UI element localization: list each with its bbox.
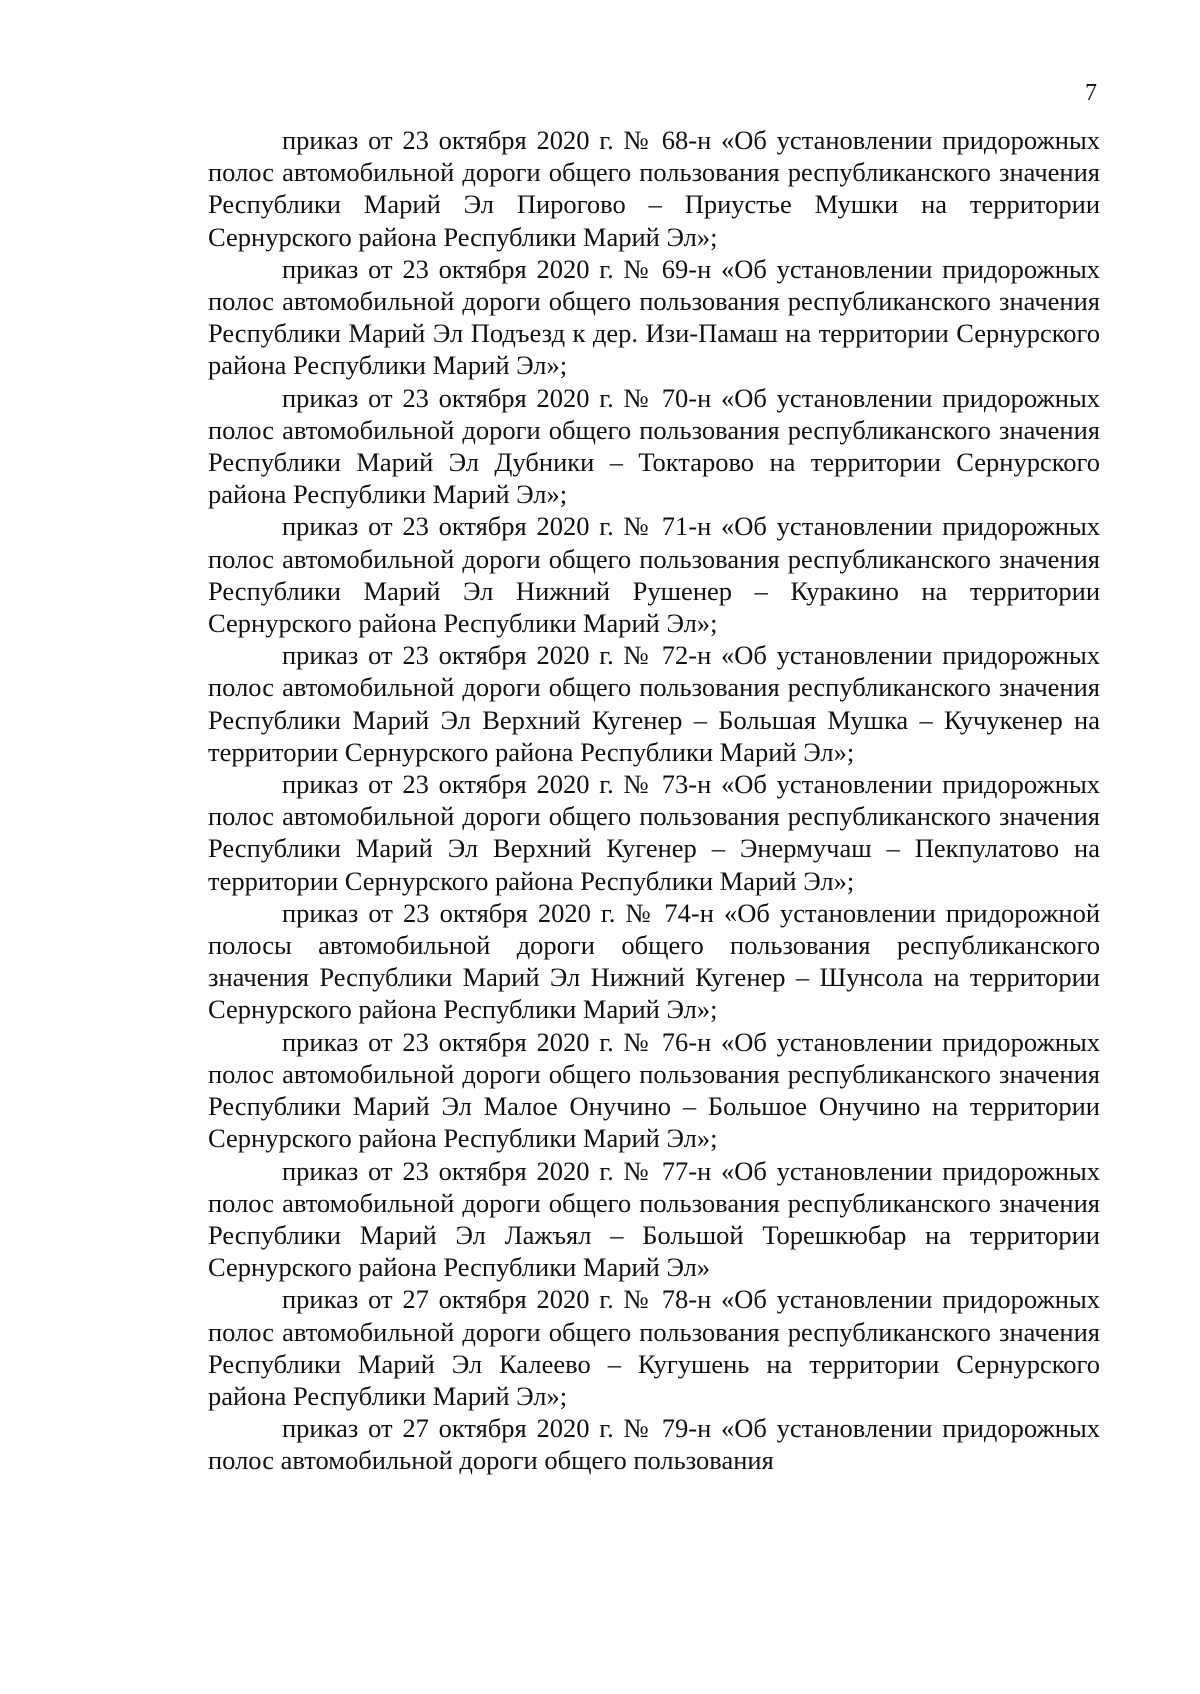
order-paragraph-70: приказ от 23 октября 2020 г. № 70-н «Об установлении придорожных полос автомобильной дороги общего пользования республиканского значения Республики Марий Эл Дубники – Токтарово на территории Сернурского района Республики Марий Эл»; bbox=[208, 382, 1100, 510]
document-body bbox=[208, 124, 1100, 1477]
order-paragraph-76: приказ от 23 октября 2020 г. № 76-н «Об установлении придорожных полос автомобильной дороги общего пользования республиканского значения Республики Марий Эл Малое Онучино – Большое Онучино на территории Сернурского района Республики Марий Эл»; bbox=[208, 1026, 1100, 1154]
order-paragraph-71: приказ от 23 октября 2020 г. № 71-н «Об установлении придорожных полос автомобильной дороги общего пользования республиканского значения Республики Марий Эл Нижний Рушенер – Куракино на территории Сернурского района Республики Марий Эл»; bbox=[208, 511, 1100, 639]
order-paragraph-77: приказ от 23 октября 2020 г. № 77-н «Об установлении придорожных полос автомобильной дороги общего пользования республиканского значения Республики Марий Эл Лажъял – Большой Торешкюбар на территории Сернурского района Республики Марий Эл» bbox=[208, 1155, 1100, 1283]
order-paragraph-73: приказ от 23 октября 2020 г. № 73-н «Об установлении придорожных полос автомобильной дороги общего пользования республиканского значения Республики Марий Эл Верхний Кугенер – Энермучаш – Пекпулатово на территории Сернурского района Республики Марий Эл»; bbox=[208, 769, 1100, 896]
order-paragraph-74: приказ от 23 октября 2020 г. № 74-н «Об установлении придорожной полосы автомобильной дороги общего пользования республиканского значения Республики Марий Эл Нижний Кугенер – Шунсола на территории Сернурского района Республики Марий Эл»; bbox=[208, 897, 1100, 1025]
order-paragraph-69: приказ от 23 октября 2020 г. № 69-н «Об установлении придорожных полос автомобильной дороги общего пользования республиканского значения Республики Марий Эл Подъезд к дер. Изи-Памаш на территории Сернурского района Республики Марий Эл»; bbox=[208, 253, 1100, 381]
order-paragraph-68: приказ от 23 октября 2020 г. № 68-н «Об установлении придорожных полос автомобильной дороги общего пользования республиканского значения Республики Марий Эл Пирогово – Приустье Мушки на территории Сернурского района Республики Марий Эл»; bbox=[208, 125, 1100, 252]
order-paragraph-72: приказ от 23 октября 2020 г. № 72-н «Об установлении придорожных полос автомобильной дороги общего пользования республиканского значения Республики Марий Эл Верхний Кугенер – Большая Мушка – Кучукенер на территории Сернурского района Республики Марий Эл»; bbox=[208, 640, 1100, 767]
page-number: 7 bbox=[1085, 80, 1097, 106]
order-paragraph-78: приказ от 27 октября 2020 г. № 78-н «Об установлении придорожных полос автомобильной дороги общего пользования республиканского значения Республики Марий Эл Калеево – Кугушень на территории Сернурского района Республики Марий Эл»; bbox=[208, 1284, 1100, 1411]
order-paragraph-79: приказ от 27 октября 2020 г. № 79-н «Об установлении придорожных полос автомобильной дороги общего пользования bbox=[208, 1413, 1100, 1476]
